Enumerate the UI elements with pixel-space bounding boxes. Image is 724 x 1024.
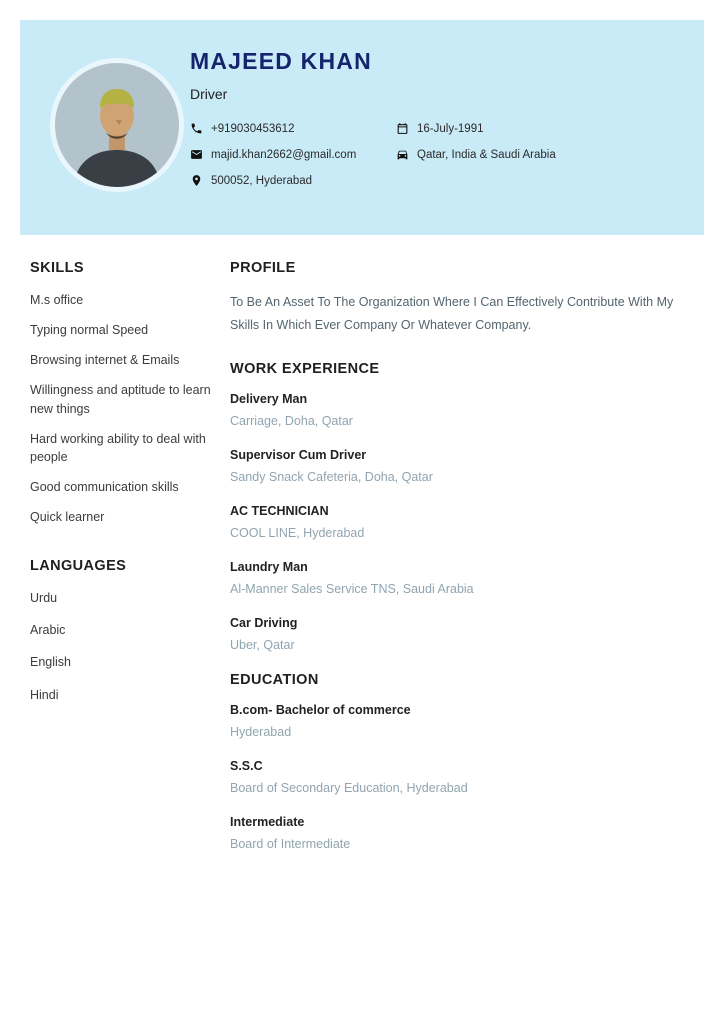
education-degree: S.S.C <box>230 759 263 774</box>
profile-text: To Be An Asset To The Organization Where I Can Effectively Contribute With My Skills In Which Ever Company Or Whatever Company. <box>230 295 674 333</box>
main-column <box>230 260 692 871</box>
work-org: COOL LINE, Hyderabad <box>230 526 365 541</box>
skills-list <box>30 291 216 526</box>
education-org: Hyderabad <box>230 725 292 740</box>
contact-info <box>190 122 556 187</box>
education-degree: Intermediate <box>230 815 305 830</box>
job-title: Driver <box>190 86 228 102</box>
language-item: English <box>30 655 71 670</box>
work-role: Car Driving <box>230 616 298 631</box>
work-experience-section <box>230 361 692 652</box>
skill-item: Hard working ability to deal with people <box>30 431 206 464</box>
sidebar <box>30 260 216 718</box>
avatar <box>50 58 184 192</box>
skill-item: Good communication skills <box>30 479 179 494</box>
contact-countries <box>396 148 556 161</box>
skill-item: Browsing internet & Emails <box>30 353 180 368</box>
contact-email-text: majid.khan2662@gmail.com <box>211 148 357 161</box>
languages-heading: LANGUAGES <box>30 558 127 575</box>
education-entry <box>230 815 692 851</box>
contact-address-text: 500052, Hyderabad <box>211 174 313 187</box>
work-entry <box>230 616 692 652</box>
language-item: Urdu <box>30 591 58 606</box>
skill-item: Quick learner <box>30 510 105 524</box>
language-item: Arabic <box>30 623 66 638</box>
work-org: Uber, Qatar <box>230 638 295 653</box>
phone-icon <box>190 122 203 135</box>
work-org: Al-Manner Sales Service TNS, Saudi Arabia <box>230 582 474 597</box>
skill-item: Typing normal Speed <box>30 323 149 338</box>
skill-item: Willingness and aptitude to learn new things <box>30 383 211 416</box>
work-role: AC TECHNICIAN <box>230 504 329 519</box>
education-degree: B.com- Bachelor of commerce <box>230 703 411 718</box>
language-item: Hindi <box>30 687 59 702</box>
profile-photo <box>50 58 184 192</box>
work-org: Carriage, Doha, Qatar <box>230 414 353 429</box>
contact-phone-text: +919030453612 <box>211 122 295 135</box>
contact-dob-text: 16-July-1991 <box>417 122 484 135</box>
contact-address <box>190 174 396 187</box>
work-entry <box>230 504 692 540</box>
contact-phone <box>190 122 396 135</box>
skills-heading: SKILLS <box>30 260 84 276</box>
work-entry <box>230 448 692 484</box>
work-role: Delivery Man <box>230 392 308 407</box>
person-name: MAJEED KHAN <box>190 48 372 74</box>
mail-icon <box>190 148 203 161</box>
profile-heading: PROFILE <box>230 260 296 276</box>
work-entry <box>230 392 692 428</box>
work-role: Laundry Man <box>230 560 308 575</box>
work-role: Supervisor Cum Driver <box>230 448 367 463</box>
education-entry <box>230 759 692 795</box>
resume-header <box>20 20 704 235</box>
education-org: Board of Intermediate <box>230 837 351 852</box>
location-pin-icon <box>190 174 203 187</box>
education-heading: EDUCATION <box>230 672 319 689</box>
languages-list <box>30 589 216 704</box>
profile-section <box>230 260 692 337</box>
education-entry <box>230 703 692 739</box>
contact-dob <box>396 122 556 135</box>
education-section <box>230 672 692 851</box>
contact-countries-text: Qatar, India & Saudi Arabia <box>417 148 556 161</box>
skill-item: M.s office <box>30 293 84 307</box>
calendar-icon <box>396 122 409 135</box>
work-entry <box>230 560 692 596</box>
contact-email <box>190 148 396 161</box>
work-org: Sandy Snack Cafeteria, Doha, Qatar <box>230 470 433 485</box>
work-experience-heading: WORK EXPERIENCE <box>230 361 380 378</box>
education-org: Board of Secondary Education, Hyderabad <box>230 781 468 796</box>
car-icon <box>396 148 409 161</box>
